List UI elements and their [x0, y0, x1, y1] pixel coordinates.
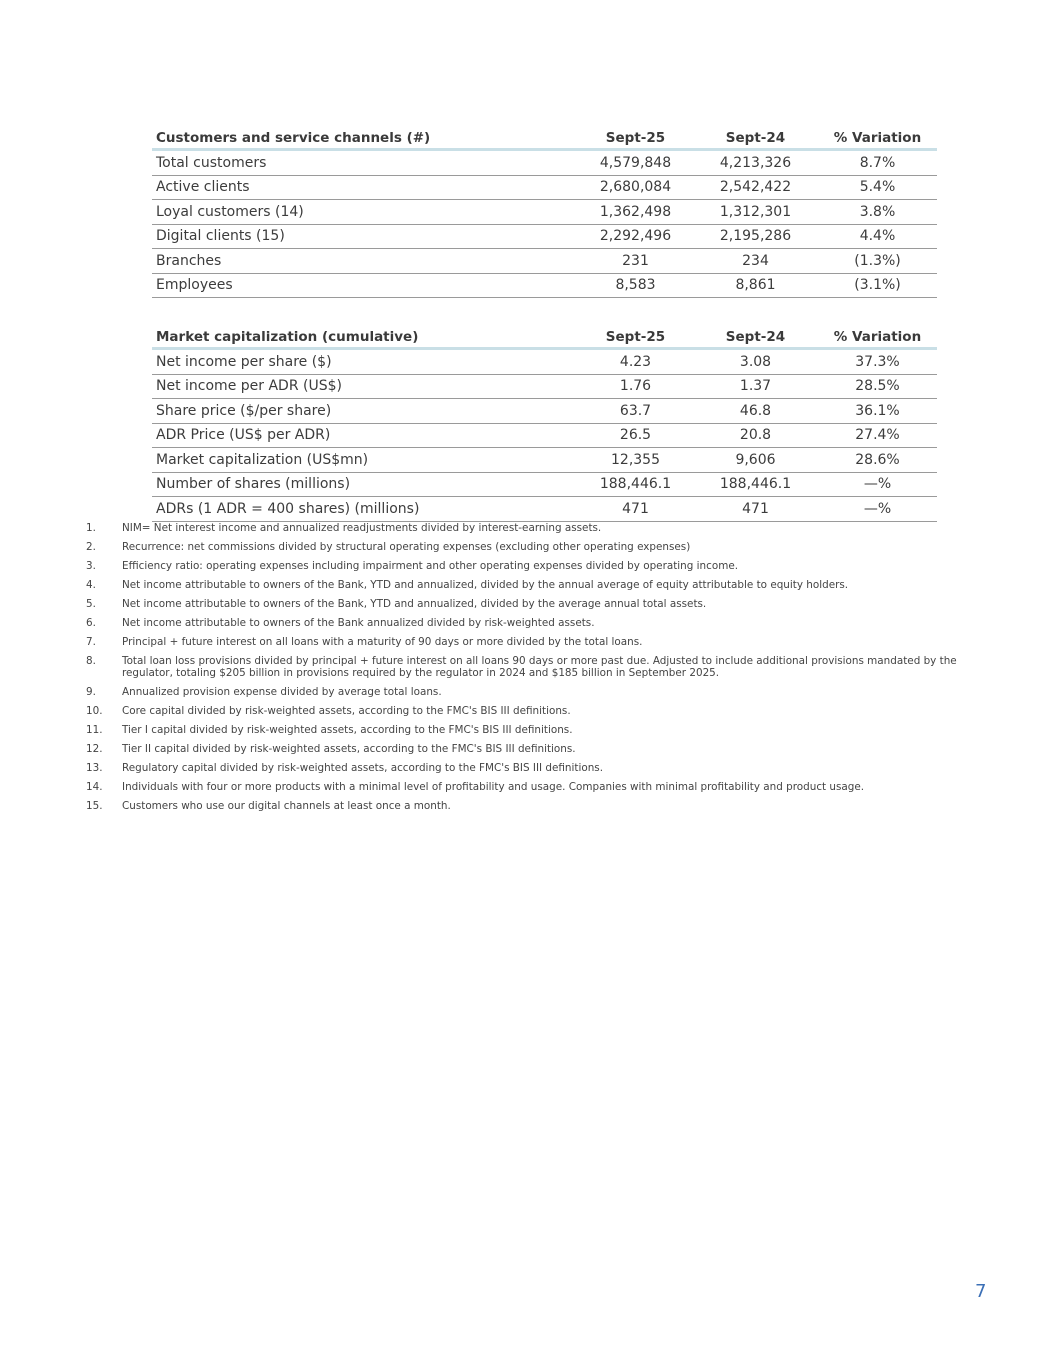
table-row	[152, 273, 937, 298]
footnote-number: 7.	[86, 636, 96, 648]
footnote-text: Net income attributable to owners of the Bank, YTD and annualized, divided by the annual average of equity attributable to equity holders.	[122, 579, 849, 591]
row-label: Active clients	[152, 175, 578, 200]
value-variation: 28.6%	[818, 448, 937, 473]
value-sept24: 9,606	[693, 448, 818, 473]
customers-table	[152, 122, 937, 298]
value-variation: (1.3%)	[818, 249, 937, 274]
table-row	[152, 497, 937, 522]
market-capitalization-table	[152, 321, 937, 522]
footnote-number: 4.	[86, 579, 96, 591]
value-variation: 37.3%	[818, 349, 937, 375]
footnote-text: Efficiency ratio: operating expenses including impairment and other operating expenses divided by operating income.	[122, 560, 739, 572]
footnote-number: 3.	[86, 560, 96, 572]
column-header: % Variation	[818, 122, 937, 150]
column-header: Customers and service channels (#)	[152, 122, 578, 150]
footnote	[86, 579, 998, 591]
value-variation: 5.4%	[818, 175, 937, 200]
value-variation: —%	[818, 472, 937, 497]
footnote-number: 2.	[86, 541, 96, 553]
footnote	[86, 541, 998, 553]
table-header-row	[152, 321, 937, 349]
row-label: Employees	[152, 273, 578, 298]
row-label: Loyal customers (14)	[152, 200, 578, 225]
page-number: 7	[975, 1281, 987, 1302]
footnote-number: 1.	[86, 522, 96, 534]
table-row	[152, 150, 937, 176]
value-sept24: 46.8	[693, 399, 818, 424]
value-sept25: 4,579,848	[578, 150, 693, 176]
value-sept25: 1.76	[578, 374, 693, 399]
footnote-text: Total loan loss provisions divided by principal + future interest on all loans 90 days or more past due. Adjusted to include additional provisions mandated by the regulator, totaling $205 billion in provisions required by the regulator in 2024 and $185 billion in September 2025.	[122, 655, 957, 679]
value-sept24: 471	[693, 497, 818, 522]
value-sept25: 63.7	[578, 399, 693, 424]
footnote	[86, 705, 998, 717]
row-label: ADRs (1 ADR = 400 shares) (millions)	[152, 497, 578, 522]
value-sept24: 4,213,326	[693, 150, 818, 176]
table-row	[152, 374, 937, 399]
table-row	[152, 423, 937, 448]
footnote-number: 6.	[86, 617, 96, 629]
footnote-text: Net income attributable to owners of the Bank, YTD and annualized, divided by the average annual total assets.	[122, 598, 707, 610]
footnote	[86, 743, 998, 755]
footnote-text: Net income attributable to owners of the Bank annualized divided by risk-weighted assets.	[122, 617, 595, 629]
value-variation: 4.4%	[818, 224, 937, 249]
footnote	[86, 560, 998, 572]
value-sept24: 1,312,301	[693, 200, 818, 225]
value-sept24: 2,542,422	[693, 175, 818, 200]
footnote-text: Customers who use our digital channels at least once a month.	[122, 800, 451, 812]
footnote-number: 14.	[86, 781, 103, 793]
footnote-number: 9.	[86, 686, 96, 698]
column-header: Sept-24	[693, 122, 818, 150]
row-label: Total customers	[152, 150, 578, 176]
table-row	[152, 472, 937, 497]
footnote-number: 10.	[86, 705, 103, 717]
value-sept25: 2,680,084	[578, 175, 693, 200]
value-sept25: 8,583	[578, 273, 693, 298]
footnote-text: Annualized provision expense divided by average total loans.	[122, 686, 442, 698]
value-sept24: 188,446.1	[693, 472, 818, 497]
row-label: ADR Price (US$ per ADR)	[152, 423, 578, 448]
footnote-text: NIM= Net interest income and annualized readjustments divided by interest-earning assets.	[122, 522, 602, 534]
value-sept25: 4.23	[578, 349, 693, 375]
footnote	[86, 636, 998, 648]
table-row	[152, 224, 937, 249]
value-sept24: 20.8	[693, 423, 818, 448]
value-sept24: 8,861	[693, 273, 818, 298]
table-header-row	[152, 122, 937, 150]
footnote-number: 15.	[86, 800, 103, 812]
table-row	[152, 349, 937, 375]
footnote-text: Tier I capital divided by risk-weighted assets, according to the FMC's BIS III definitions.	[122, 724, 573, 736]
footnote	[86, 781, 998, 793]
footnote-text: Recurrence: net commissions divided by structural operating expenses (excluding other operating expenses)	[122, 541, 691, 553]
value-sept25: 231	[578, 249, 693, 274]
table-row	[152, 399, 937, 424]
footnote-number: 8.	[86, 655, 96, 667]
footnote-number: 13.	[86, 762, 103, 774]
value-variation: 28.5%	[818, 374, 937, 399]
footnote	[86, 522, 998, 534]
footnote-number: 5.	[86, 598, 96, 610]
row-label: Net income per ADR (US$)	[152, 374, 578, 399]
row-label: Share price ($/per share)	[152, 399, 578, 424]
column-header: Market capitalization (cumulative)	[152, 321, 578, 349]
table-row	[152, 200, 937, 225]
footnote	[86, 686, 998, 698]
value-variation: 27.4%	[818, 423, 937, 448]
footnote-text: Core capital divided by risk-weighted assets, according to the FMC's BIS III definitions.	[122, 705, 571, 717]
row-label: Branches	[152, 249, 578, 274]
row-label: Market capitalization (US$mn)	[152, 448, 578, 473]
value-sept24: 2,195,286	[693, 224, 818, 249]
value-variation: 36.1%	[818, 399, 937, 424]
footnote	[86, 655, 998, 679]
footnote	[86, 724, 998, 736]
footnote-text: Individuals with four or more products with a minimal level of profitability and usage. Companies with minimal profitability and product usage.	[122, 781, 865, 793]
footnote-text: Regulatory capital divided by risk-weighted assets, according to the FMC's BIS III definitions.	[122, 762, 604, 774]
footnote-number: 11.	[86, 724, 103, 736]
footnote	[86, 617, 998, 629]
column-header: Sept-24	[693, 321, 818, 349]
row-label: Number of shares (millions)	[152, 472, 578, 497]
value-sept25: 471	[578, 497, 693, 522]
value-sept25: 2,292,496	[578, 224, 693, 249]
value-sept24: 3.08	[693, 349, 818, 375]
value-sept25: 1,362,498	[578, 200, 693, 225]
value-sept25: 12,355	[578, 448, 693, 473]
footnote-text: Tier II capital divided by risk-weighted assets, according to the FMC's BIS III definitions.	[122, 743, 576, 755]
value-variation: (3.1%)	[818, 273, 937, 298]
footnote	[86, 598, 998, 610]
row-label: Net income per share ($)	[152, 349, 578, 375]
value-variation: —%	[818, 497, 937, 522]
column-header: Sept-25	[578, 122, 693, 150]
value-variation: 8.7%	[818, 150, 937, 176]
footnotes	[86, 522, 998, 819]
table-row	[152, 249, 937, 274]
footnote	[86, 800, 998, 812]
value-sept25: 26.5	[578, 423, 693, 448]
column-header: % Variation	[818, 321, 937, 349]
value-sept25: 188,446.1	[578, 472, 693, 497]
table-row	[152, 448, 937, 473]
footnote-number: 12.	[86, 743, 103, 755]
footnote-text: Principal + future interest on all loans with a maturity of 90 days or more divided by the total loans.	[122, 636, 643, 648]
value-sept24: 234	[693, 249, 818, 274]
footnote	[86, 762, 998, 774]
table-row	[152, 175, 937, 200]
value-sept24: 1.37	[693, 374, 818, 399]
value-variation: 3.8%	[818, 200, 937, 225]
column-header: Sept-25	[578, 321, 693, 349]
row-label: Digital clients (15)	[152, 224, 578, 249]
